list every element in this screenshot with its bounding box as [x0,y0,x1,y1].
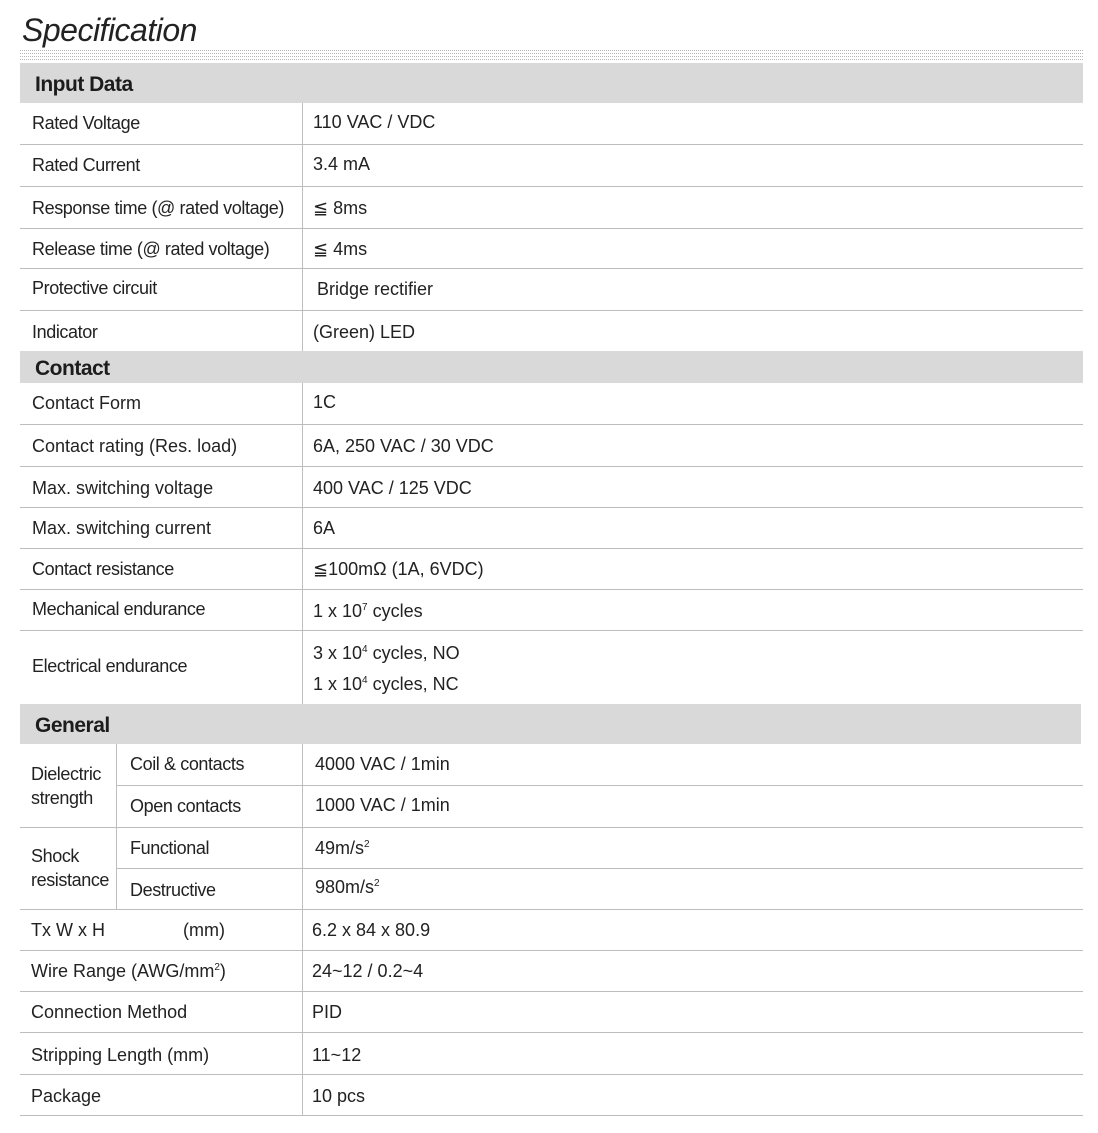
value-suffix: cycles [367,601,423,621]
page-title: Specification [22,12,197,48]
section-header-input-data [20,63,1083,103]
column-divider [116,744,117,909]
spec-value: (Green) LED [313,322,416,342]
sub-value: 4000 VAC / 1min [315,754,450,774]
spec-label: Tx W x H [31,920,105,940]
spec-row [20,187,1083,229]
spec-label: Stripping Length (mm) [31,1045,210,1065]
spec-value: Bridge rectifier [317,279,434,299]
sub-label: Destructive [130,880,216,900]
spec-label: Contact rating (Res. load) [32,436,238,456]
spec-label [31,961,226,982]
spec-row [20,103,1083,145]
label-suffix: ) [219,961,226,981]
spec-label: Electrical endurance [32,656,188,676]
spec-label: Indicator [32,322,98,342]
value-suffix: cycles, NO [367,643,460,663]
value-base: 49m/s [315,838,365,858]
spec-value: 110 VAC / VDC [313,112,436,132]
value-base: 3 x 10 [313,643,363,663]
spec-row [20,1033,1083,1075]
row-divider [117,785,1083,786]
group-label [31,844,109,892]
value-suffix: cycles, NC [367,674,459,694]
spec-row [20,549,1083,590]
column-divider [302,744,303,1116]
group-label-line: resistance [31,870,110,890]
section-title: Contact [35,357,110,380]
spec-label: Max. switching voltage [32,478,214,498]
section-title: Input Data [35,73,133,96]
spec-value: 11~12 [312,1045,362,1065]
sub-label: Open contacts [130,796,241,816]
spec-label: Connection Method [31,1002,188,1022]
spec-value: ≦100mΩ (1A, 6VDC) [313,559,484,579]
spec-value: 3.4 mA [313,154,371,174]
value-base: 1 x 10 [313,601,363,621]
spec-label: Mechanical endurance [32,599,206,619]
value-exponent: 4 [362,644,368,655]
title-divider [20,50,1083,51]
group-label-line: Dielectric [31,764,102,784]
spec-label: Response time (@ rated voltage) [32,198,284,218]
column-divider [302,383,303,704]
spec-value: 6A [313,518,336,538]
spec-unit: (mm) [183,920,225,940]
spec-row [20,508,1083,549]
spec-value: 400 VAC / 125 VDC [313,478,472,498]
spec-value: 10 pcs [312,1086,366,1106]
value-exponent: 4 [362,675,368,686]
section-header-general [20,704,1081,744]
spec-value: 6.2 x 84 x 80.9 [312,920,431,940]
spec-label: Contact resistance [32,559,174,579]
sub-value: 1000 VAC / 1min [315,795,450,815]
value-exponent: 2 [374,878,380,889]
spec-value: ≦ 4ms [313,239,368,259]
spec-label: Package [31,1086,102,1106]
label-base: Wire Range (AWG/mm [31,961,215,981]
spec-row [20,951,1083,992]
spec-row [20,145,1083,187]
spec-row [20,590,1083,631]
spec-value [313,601,423,622]
spec-label: Release time (@ rated voltage) [32,239,270,259]
sub-value [315,838,370,859]
spec-label: Contact Form [32,393,142,413]
spec-label: Rated Voltage [32,113,140,133]
spec-label: Protective circuit [32,278,157,298]
section-title: General [35,714,110,737]
group-label [31,762,101,810]
group-label-line: Shock [31,846,80,866]
title-divider [20,53,1083,54]
spec-row [20,269,1083,311]
spec-value: ≦ 8ms [313,198,368,218]
section-header-contact [20,351,1083,383]
spec-value: PID [312,1002,343,1022]
spec-row [20,467,1083,508]
spec-row [20,425,1083,467]
spec-value: 6A, 250 VAC / 30 VDC [313,436,494,456]
spec-value [313,674,459,695]
sub-label: Coil & contacts [130,754,245,774]
value-exponent: 2 [364,839,370,850]
spec-row [20,311,1083,351]
title-divider [20,59,1083,60]
group-label-line: strength [31,788,93,808]
sub-label: Functional [130,838,210,858]
spec-row [20,229,1083,269]
sub-value [315,877,380,898]
title-divider [20,56,1083,57]
row-divider [20,827,1083,828]
value-base: 980m/s [315,877,375,897]
value-base: 1 x 10 [313,674,363,694]
spec-value: 1C [313,392,337,412]
spec-label: Max. switching current [32,518,212,538]
spec-label: Rated Current [32,155,140,175]
column-divider [302,103,303,351]
row-divider [117,868,1083,869]
spec-value: 24~12 / 0.2~4 [312,961,424,981]
spec-row [20,992,1083,1033]
value-exponent: 7 [362,602,368,613]
spec-row [20,910,1083,951]
label-exponent: 2 [214,962,220,973]
spec-row [20,631,1083,704]
spec-row [20,383,1083,425]
spec-row [20,1075,1083,1116]
spec-value [313,643,460,664]
